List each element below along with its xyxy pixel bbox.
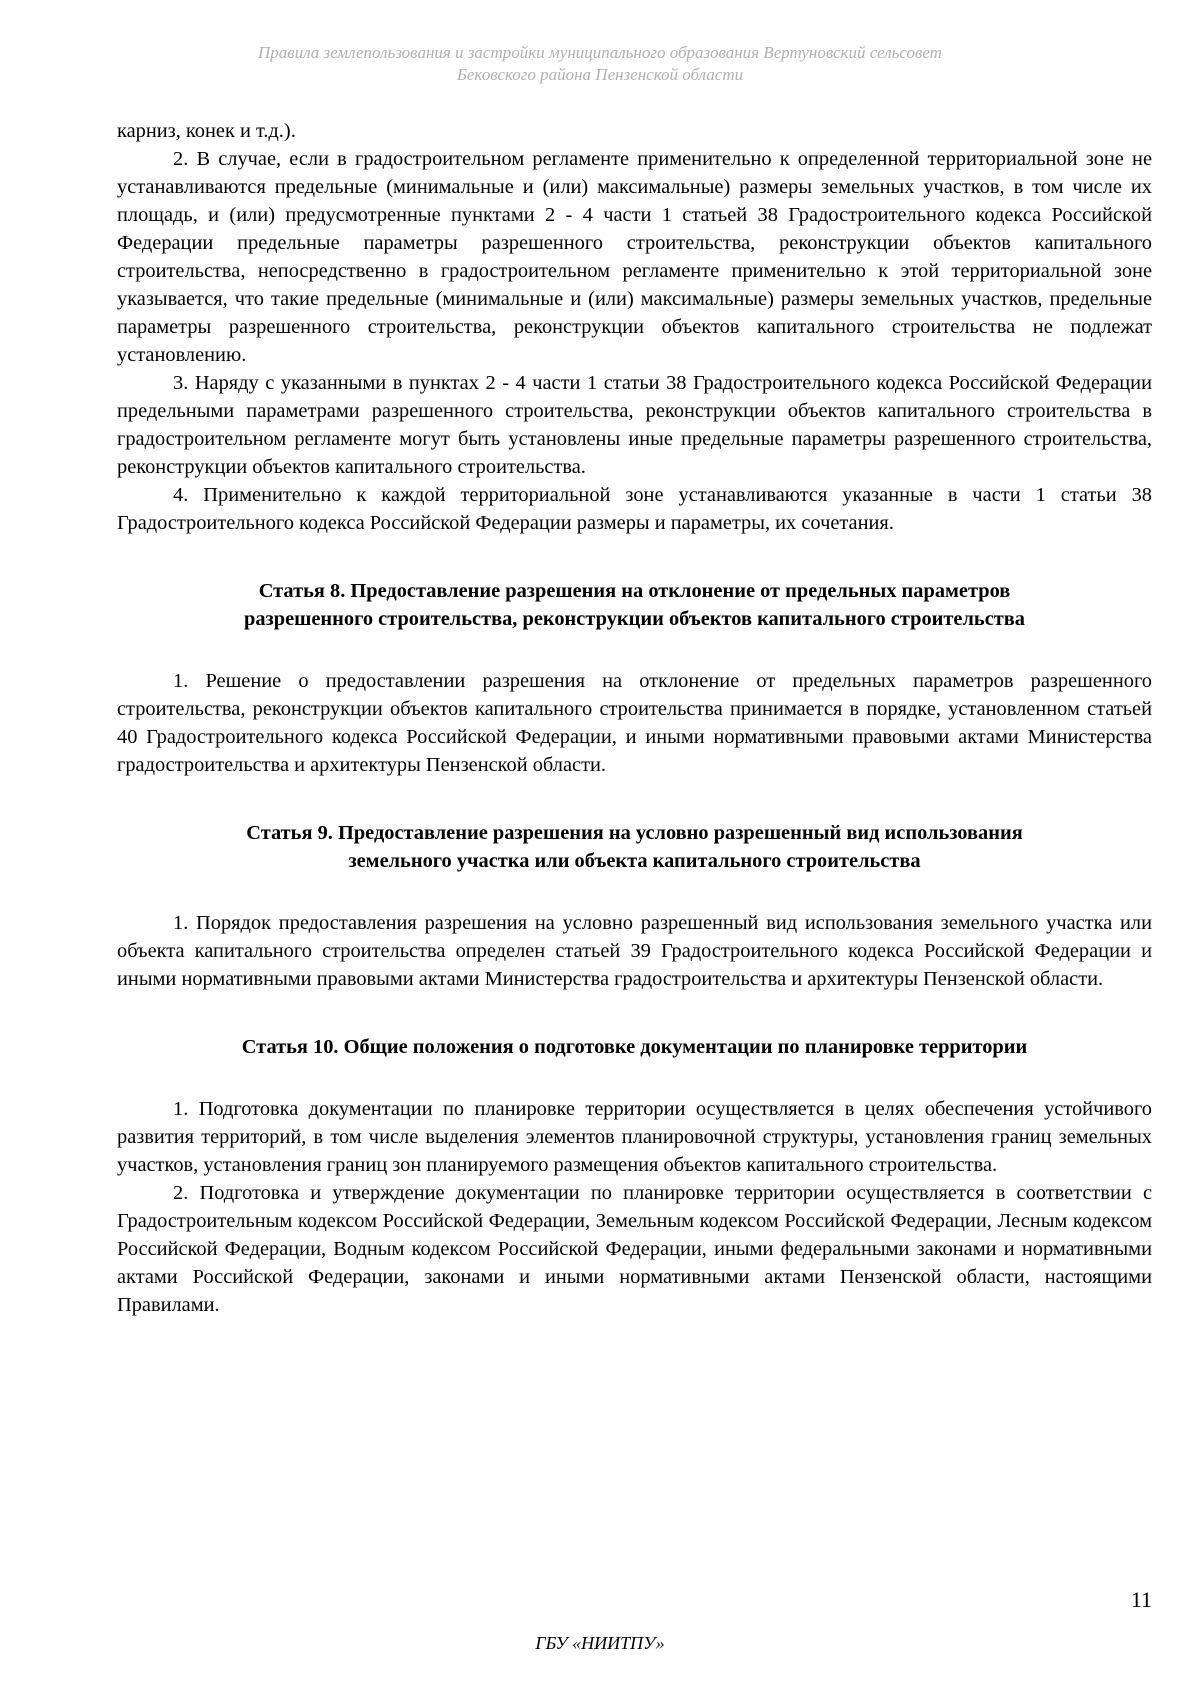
continuation-paragraph: карниз, конек и т.д.).: [117, 120, 296, 142]
running-header: [0, 42, 1200, 86]
running-header-line-1: Правила землепользования и застройки муниципального образования Вертуновский сельсовет: [258, 43, 942, 62]
document-body: [117, 117, 1152, 1319]
article8-item-1: 1. Решение о предоставлении разрешения на отклонение от предельных параметров разрешенного строительства, реконструкции объектов капитального строительства принимается в порядке, установленном статьей 40 Градостроительного кодекса Российской Федерации, и иными нормативными правовыми актами Министерства градостроительства и архитектуры Пензенской области.: [117, 670, 1152, 776]
article9-heading-line-1: Статья 9. Предоставление разрешения на условно разрешенный вид использования: [246, 822, 1023, 844]
article9-item-1: 1. Порядок предоставления разрешения на условно разрешенный вид использования земельного участка или объекта капитального строительства определен статьей 39 Градостроительного кодекса Российской Федерации и иными нормативными правовыми актами Министерства градостроительства и архитектуры Пензенской области.: [117, 912, 1152, 990]
article7-item-3: 3. Наряду с указанными в пунктах 2 - 4 части 1 статьи 38 Градостроительного кодекса Российской Федерации предельными параметрами разрешенного строительства, реконструкции объектов капитального строительства в градостроительном регламенте могут быть установлены иные предельные параметры разрешенного строительства, реконструкции объектов капитального строительства.: [117, 372, 1152, 478]
article10-item-1: 1. Подготовка документации по планировке территории осуществляется в целях обеспечения устойчивого развития территорий, в том числе выделения элементов планировочной структуры, установления границ земельных участков, установления границ зон планируемого размещения объектов капитального строительства.: [117, 1098, 1152, 1176]
article10-heading: [117, 1033, 1152, 1061]
article8-heading-line-1: Статья 8. Предоставление разрешения на отклонение от предельных параметров: [258, 580, 1011, 602]
running-header-line-2: Бековского района Пензенской области: [456, 65, 744, 84]
article10-heading-line-1: Статья 10. Общие положения о подготовке документации по планировке территории: [241, 1036, 1028, 1058]
article8-heading-line-2: разрешенного строительства, реконструкции объектов капитального строительства: [244, 608, 1025, 630]
article10-item-2: 2. Подготовка и утверждение документации по планировке территории осуществляется в соответствии с Градостроительным кодексом Российской Федерации, Земельным кодексом Российской Федерации, Лесным кодексом Российской Федерации, Водным кодексом Российской Федерации, иными федеральными законами и нормативными актами Российской Федерации, законами и иными нормативными актами Пензенской области, настоящими Правилами.: [117, 1182, 1152, 1316]
page-footer: ГБУ «НИИТПУ»: [535, 1633, 665, 1653]
article7-item-2: 2. В случае, если в градостроительном регламенте применительно к определенной территориальной зоне не устанавливаются предельные (минимальные и (или) максимальные) размеры земельных участков, в том числе их площадь, и (или) предусмотренные пунктами 2 - 4 части 1 статьей 38 Градостроительного кодекса Российской Федерации предельные параметры разрешенного строительства, реконструкции объектов капитального строительства, непосредственно в градостроительном регламенте применительно к этой территориальной зоне указывается, что такие предельные (минимальные и (или) максимальные) размеры земельных участков, предельные параметры разрешенного строительства, реконструкции объектов капитального строительства не подлежат установлению.: [117, 148, 1152, 366]
article7-item-4: 4. Применительно к каждой территориальной зоне устанавливаются указанные в части 1 статьи 38 Градостроительного кодекса Российской Федерации размеры и параметры, их сочетания.: [117, 484, 1152, 534]
article8-heading: [117, 577, 1152, 633]
article9-heading: [117, 819, 1152, 875]
page-number: 11: [1130, 1587, 1152, 1612]
article9-heading-line-2: земельного участка или объекта капитального строительства: [348, 850, 921, 872]
